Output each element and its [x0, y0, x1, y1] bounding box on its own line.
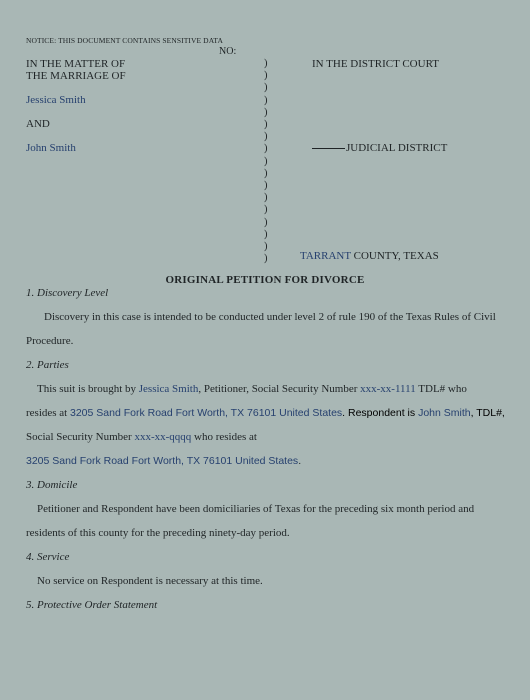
parties-text-line-4	[26, 455, 301, 467]
parties-text: who resides at	[191, 431, 257, 443]
parties-text-line-2	[26, 407, 505, 419]
petitioner-name-link: Jessica Smith	[138, 383, 199, 395]
case-caption-left	[26, 58, 126, 154]
matter-line-2: THE MARRIAGE OF	[26, 70, 126, 82]
parties-text-line-1	[37, 383, 467, 395]
domicile-text-line-1: Petitioner and Respondent have been domiciliaries of Texas for the preceding six month period and	[37, 503, 475, 515]
parties-text: , Petitioner, Social Security Number	[198, 383, 361, 395]
service-text-line-1: No service on Respondent is necessary at this time.	[37, 575, 263, 587]
section-heading-service: 4. Service	[26, 551, 70, 563]
case-number-label: NO:	[219, 46, 237, 57]
judicial-district	[312, 142, 447, 154]
petitioner-ssn: xxx-xx-1111	[360, 383, 416, 395]
parties-text: Social Security Number	[26, 431, 135, 443]
court-name: IN THE DISTRICT COURT	[312, 58, 439, 70]
respondent-name: John Smith	[26, 142, 76, 154]
petitioner-address: 3205 Sand Fork Road Fort Worth, TX 76101 United States	[69, 407, 343, 419]
matter-line-1: IN THE MATTER OF	[26, 58, 126, 70]
section-heading-protective-order: 5. Protective Order Statement	[26, 599, 158, 611]
respondent-ssn: xxx-xx-qqqq	[134, 431, 192, 443]
parties-text: This suit is brought by	[37, 383, 139, 395]
respondent-address: 3205 Sand Fork Road Fort Worth, TX 76101 United States	[26, 455, 299, 467]
parties-text: resides at	[26, 407, 70, 419]
county-line	[300, 250, 439, 262]
section-heading-discovery: 1. Discovery Level	[26, 287, 109, 299]
judicial-district-label: JUDICIAL DISTRICT	[346, 142, 448, 154]
parties-text: , TDL#,	[470, 407, 505, 419]
discovery-text-line-2: Procedure.	[26, 335, 74, 347]
and-label: AND	[26, 118, 50, 130]
section-heading-parties: 2. Parties	[26, 359, 69, 371]
parties-text: .	[298, 455, 302, 467]
county-suffix: COUNTY, TEXAS	[350, 250, 439, 262]
sensitive-data-notice: NOTICE: THIS DOCUMENT CONTAINS SENSITIVE DATA	[26, 36, 223, 45]
petitioner-name: Jessica Smith	[26, 94, 86, 106]
county-name: TARRANT	[300, 250, 351, 262]
respondent-name-link: John Smith	[418, 407, 471, 419]
parties-text: . Respondent is	[342, 407, 419, 419]
district-number-blank	[312, 148, 345, 149]
parties-text-line-3	[26, 431, 257, 443]
section-heading-domicile: 3. Domicile	[26, 479, 78, 491]
parties-text: TDL# who	[415, 383, 467, 395]
caption-divider-parens: ) ) ) ) ) ) ) ) ) ) ) ) ) ) ) ) )	[264, 58, 268, 265]
discovery-text-line-1: Discovery in this case is intended to be conducted under level 2 of rule 190 of the Texas Rules of Civil	[44, 311, 496, 323]
petition-title: ORIGINAL PETITION FOR DIVORCE	[165, 274, 365, 286]
domicile-text-line-2: residents of this county for the preceding ninety-day period.	[26, 527, 290, 539]
